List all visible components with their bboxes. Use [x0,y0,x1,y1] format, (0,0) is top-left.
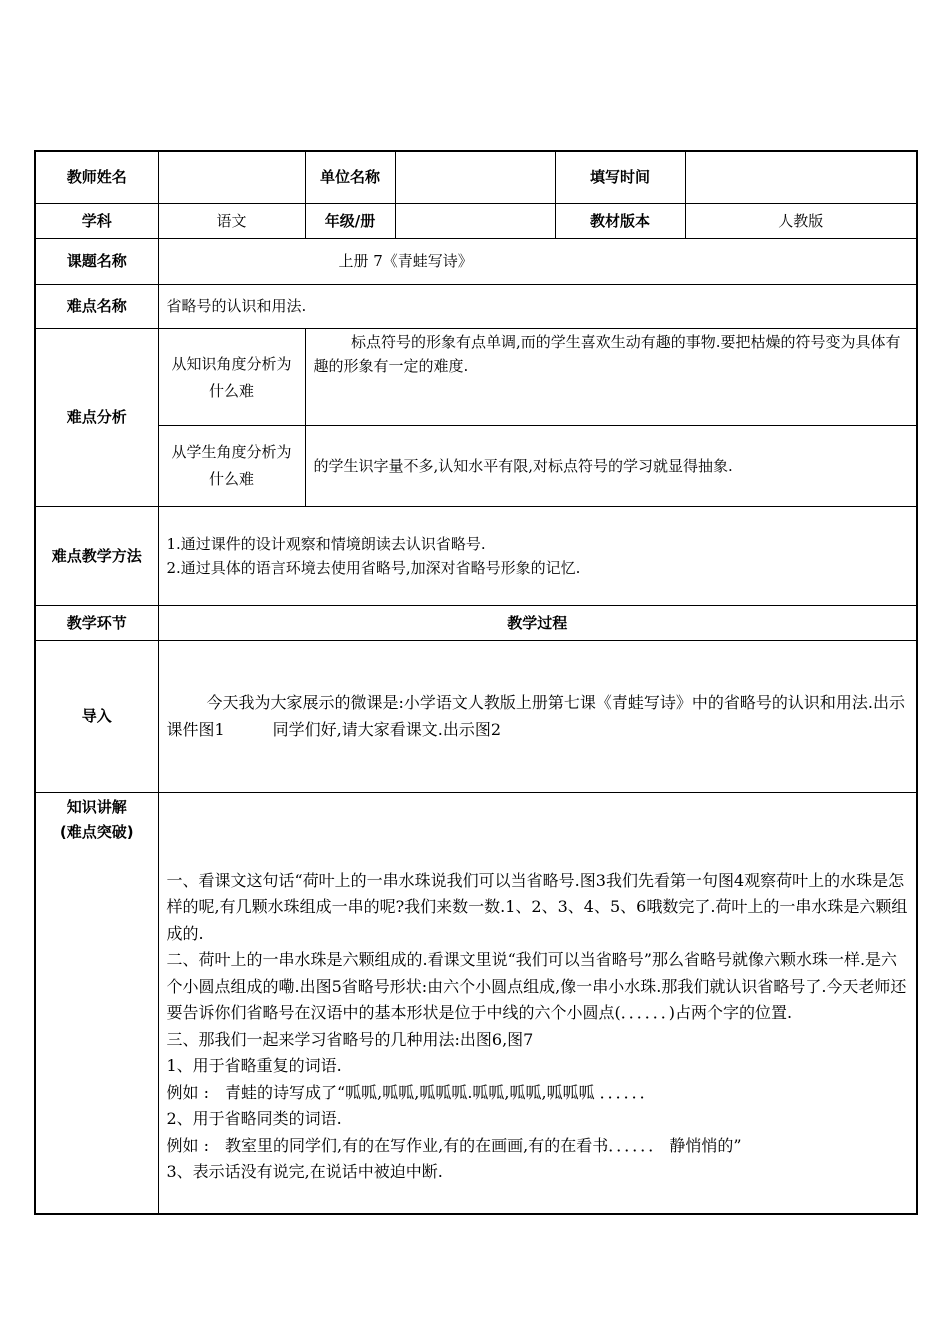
difficulty-value[interactable]: 省略号的认识和用法. [158,284,917,328]
method-row [35,506,917,605]
lesson-plan-table [34,150,918,1215]
knowledge-para-8: 3、表示话没有说完,在说话中被迫中断. [166,1162,443,1181]
knowledge-content[interactable] [158,792,917,1214]
subject-value[interactable]: 语文 [158,203,305,238]
intro-row [35,640,917,792]
topic-row [35,238,917,284]
unit-name-value[interactable] [395,151,555,203]
knowledge-para-7: 例如 : 教室里的同学们,有的在写作业,有的在画画,有的在看书．．．．．． 静悄悄的” [166,1135,742,1155]
header-row-2 [35,203,917,238]
edition-label: 教材版本 [555,203,685,238]
analysis-label: 难点分析 [35,328,158,506]
analysis-row-student [35,425,917,506]
subject-label: 学科 [35,203,158,238]
knowledge-para-3: 三、那我们一起来学习省略号的几种用法:出图6,图7 [166,1029,534,1049]
header-row-1 [35,151,917,203]
topic-value[interactable]: 上册 7《青蛙写诗》 [158,238,917,284]
knowledge-row [35,792,917,1214]
grade-label: 年级/册 [305,203,395,238]
stage-header-label: 教学环节 [35,605,158,640]
knowledge-label-line-2: (难点突破) [59,822,134,841]
fill-time-value[interactable] [685,151,917,203]
topic-label: 课题名称 [35,238,158,284]
difficulty-label: 难点名称 [35,284,158,328]
teacher-name-label: 教师姓名 [35,151,158,203]
edition-value[interactable]: 人教版 [685,203,917,238]
teacher-name-value[interactable] [158,151,305,203]
knowledge-para-1: 一、看课文这句话“荷叶上的一串水珠说我们可以当省略号.图3我们先看第一句图4观察荷叶上的水珠是怎样的呢,有几颗水珠组成一串的呢?我们来数一数.1、2、3、4、5、6哦数完了.荷叶上的一串水珠是六颗组成的. [166,870,908,943]
knowledge-angle-label: 从知识角度分析为什么难 [158,328,305,425]
process-header-row [35,605,917,640]
method-line-2: 2.通过具体的语言环境去使用省略号,加深对省略号形象的记忆. [166,558,581,577]
grade-value[interactable] [395,203,555,238]
knowledge-label-line-1: 知识讲解 [66,797,127,816]
method-line-1: 1.通过课件的设计观察和情境朗读去认识省略号. [166,534,486,553]
knowledge-para-5: 例如 : 青蛙的诗写成了“呱呱,呱呱,呱呱呱.呱呱,呱呱,呱呱呱 ．．．．．． [166,1082,656,1102]
knowledge-para-6: 2、用于省略同类的词语. [166,1109,342,1128]
unit-name-label: 单位名称 [305,151,395,203]
method-label: 难点教学方法 [35,506,158,605]
knowledge-angle-text[interactable] [305,328,917,425]
process-header-label: 教学过程 [158,605,917,640]
fill-time-label: 填写时间 [555,151,685,203]
intro-text[interactable] [158,640,917,792]
student-angle-label: 从学生角度分析为什么难 [158,425,305,506]
method-text[interactable] [158,506,917,605]
intro-label: 导入 [35,640,158,792]
student-angle-text[interactable]: 的学生识字量不多,认知水平有限,对标点符号的学习就显得抽象. [305,425,917,506]
knowledge-angle-paragraph: 标点符号的形象有点单调,而的学生喜欢生动有趣的事物.要把枯燥的符号变为具体有趣的形象有一定的难度. [313,332,901,375]
knowledge-label-cell [35,792,158,1214]
analysis-row-knowledge [35,328,917,425]
knowledge-para-4: 1、用于省略重复的词语. [166,1056,342,1075]
intro-paragraph: 今天我为大家展示的微课是:小学语文人教版上册第七课《青蛙写诗》中的省略号的认识和用法.出示课件图1 同学们好,请大家看课文.出示图2 [166,693,905,739]
knowledge-para-2: 二、荷叶上的一串水珠是六颗组成的.看课文里说“我们可以当省略号”那么省略号就像六颗水珠一样.是六个小圆点组成的嘞.出图5省略号形状:由六个小圆点组成,像一串小水珠.那我们就认识省略号了.今天老师还要告诉你们省略号在汉语中的基本形状是位于中线的六个小圆点(．．．．．．)占两个字的位置. [166,950,907,1022]
difficulty-row [35,284,917,328]
